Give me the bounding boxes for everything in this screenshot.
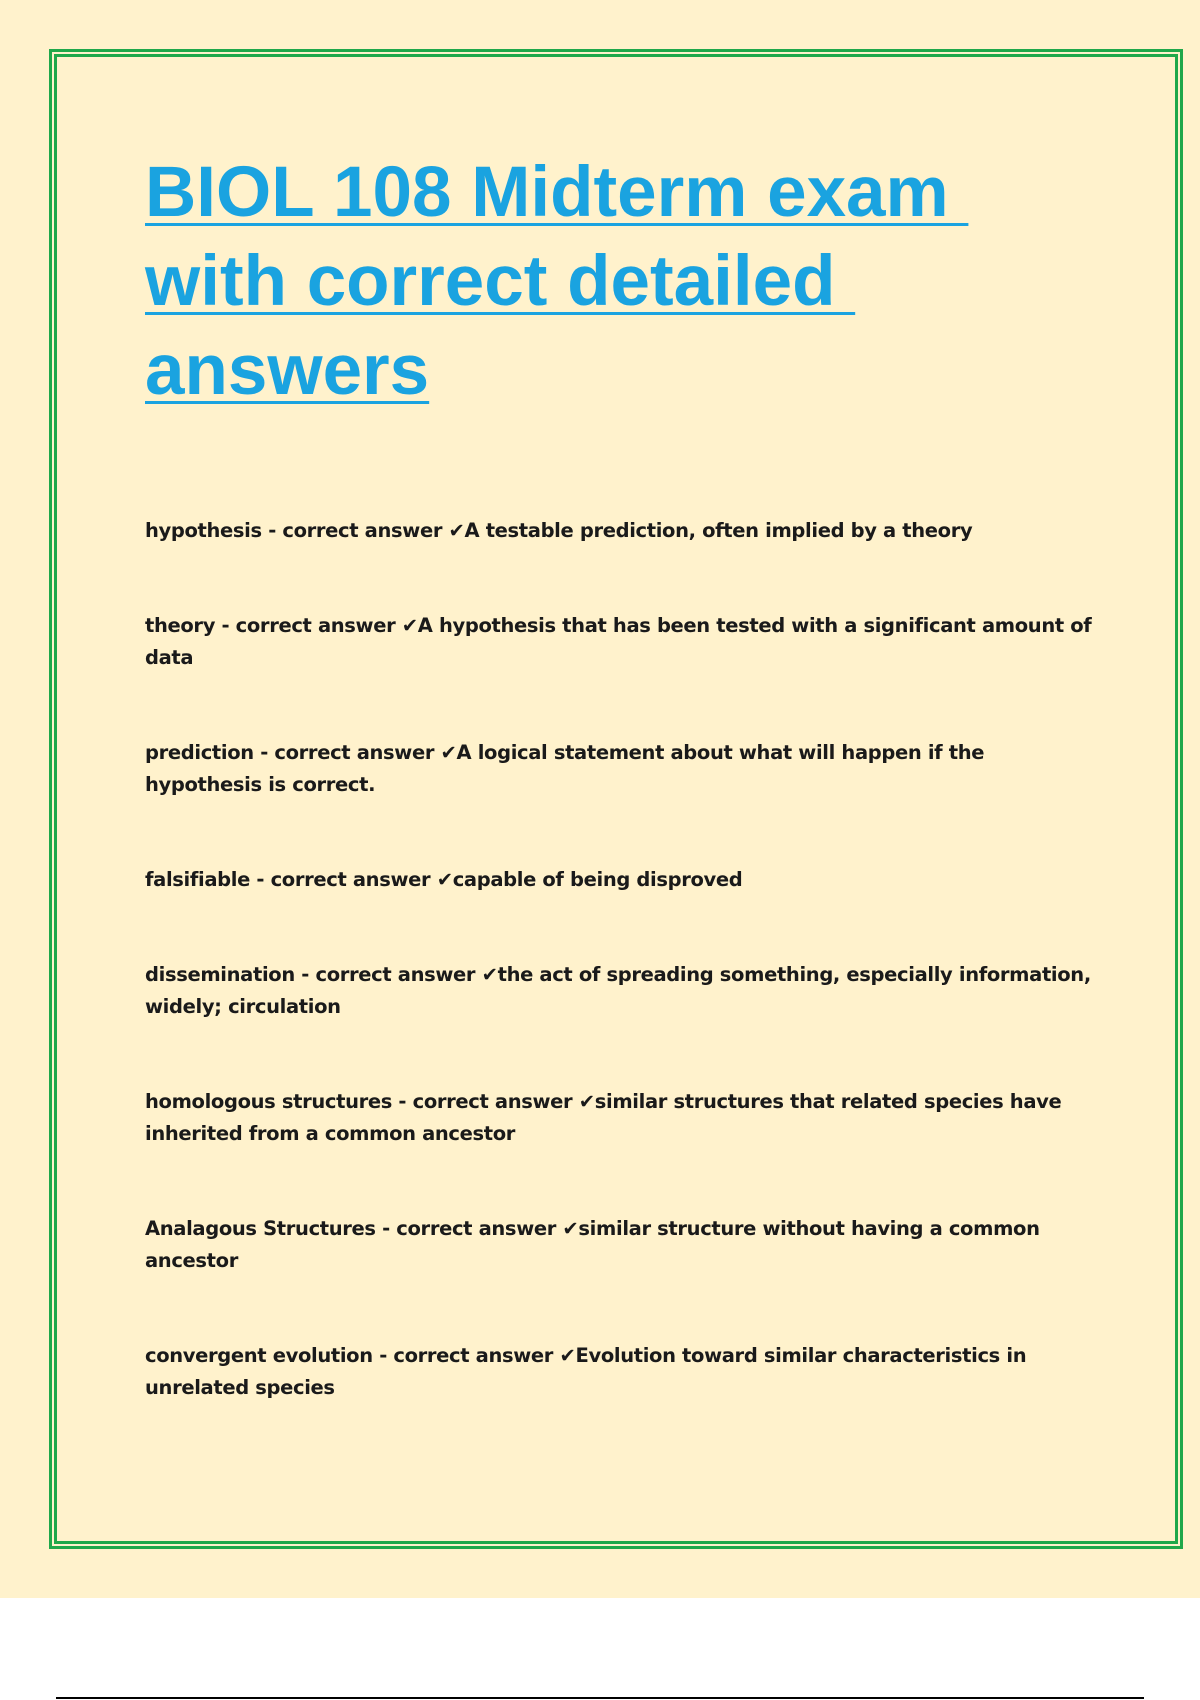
document-title bbox=[145, 148, 1045, 415]
footer-rule bbox=[56, 1697, 1144, 1699]
qa-entry-falsifiable: falsifiable - correct answer ✔capable of being disproved bbox=[145, 868, 743, 891]
title-line-1: BIOL 108 Midterm exam bbox=[145, 153, 969, 232]
title-line-3: answers bbox=[145, 331, 430, 410]
qa-entry-convergent-evolution: convergent evolution - correct answer ✔Evolution toward similar characteristics in unrelated species bbox=[145, 1344, 1027, 1399]
qa-entry-analagous-structures: Analagous Structures - correct answer ✔similar structure without having a common ancestor bbox=[145, 1217, 1040, 1272]
qa-entry-homologous-structures: homologous structures - correct answer ✔similar structures that related species have inherited from a common ancestor bbox=[145, 1090, 1062, 1145]
qa-entry-dissemination: dissemination - correct answer ✔the act of spreading something, especially information, widely; circulation bbox=[145, 963, 1091, 1018]
qa-entry-prediction: prediction - correct answer ✔A logical statement about what will happen if the hypothesis is correct. bbox=[145, 741, 985, 796]
qa-entry-theory: theory - correct answer ✔A hypothesis that has been tested with a significant amount of data bbox=[145, 614, 1092, 669]
qa-list bbox=[145, 515, 1095, 1467]
qa-entry-hypothesis: hypothesis - correct answer ✔A testable prediction, often implied by a theory bbox=[145, 519, 973, 542]
title-line-2: with correct detailed bbox=[145, 242, 856, 321]
